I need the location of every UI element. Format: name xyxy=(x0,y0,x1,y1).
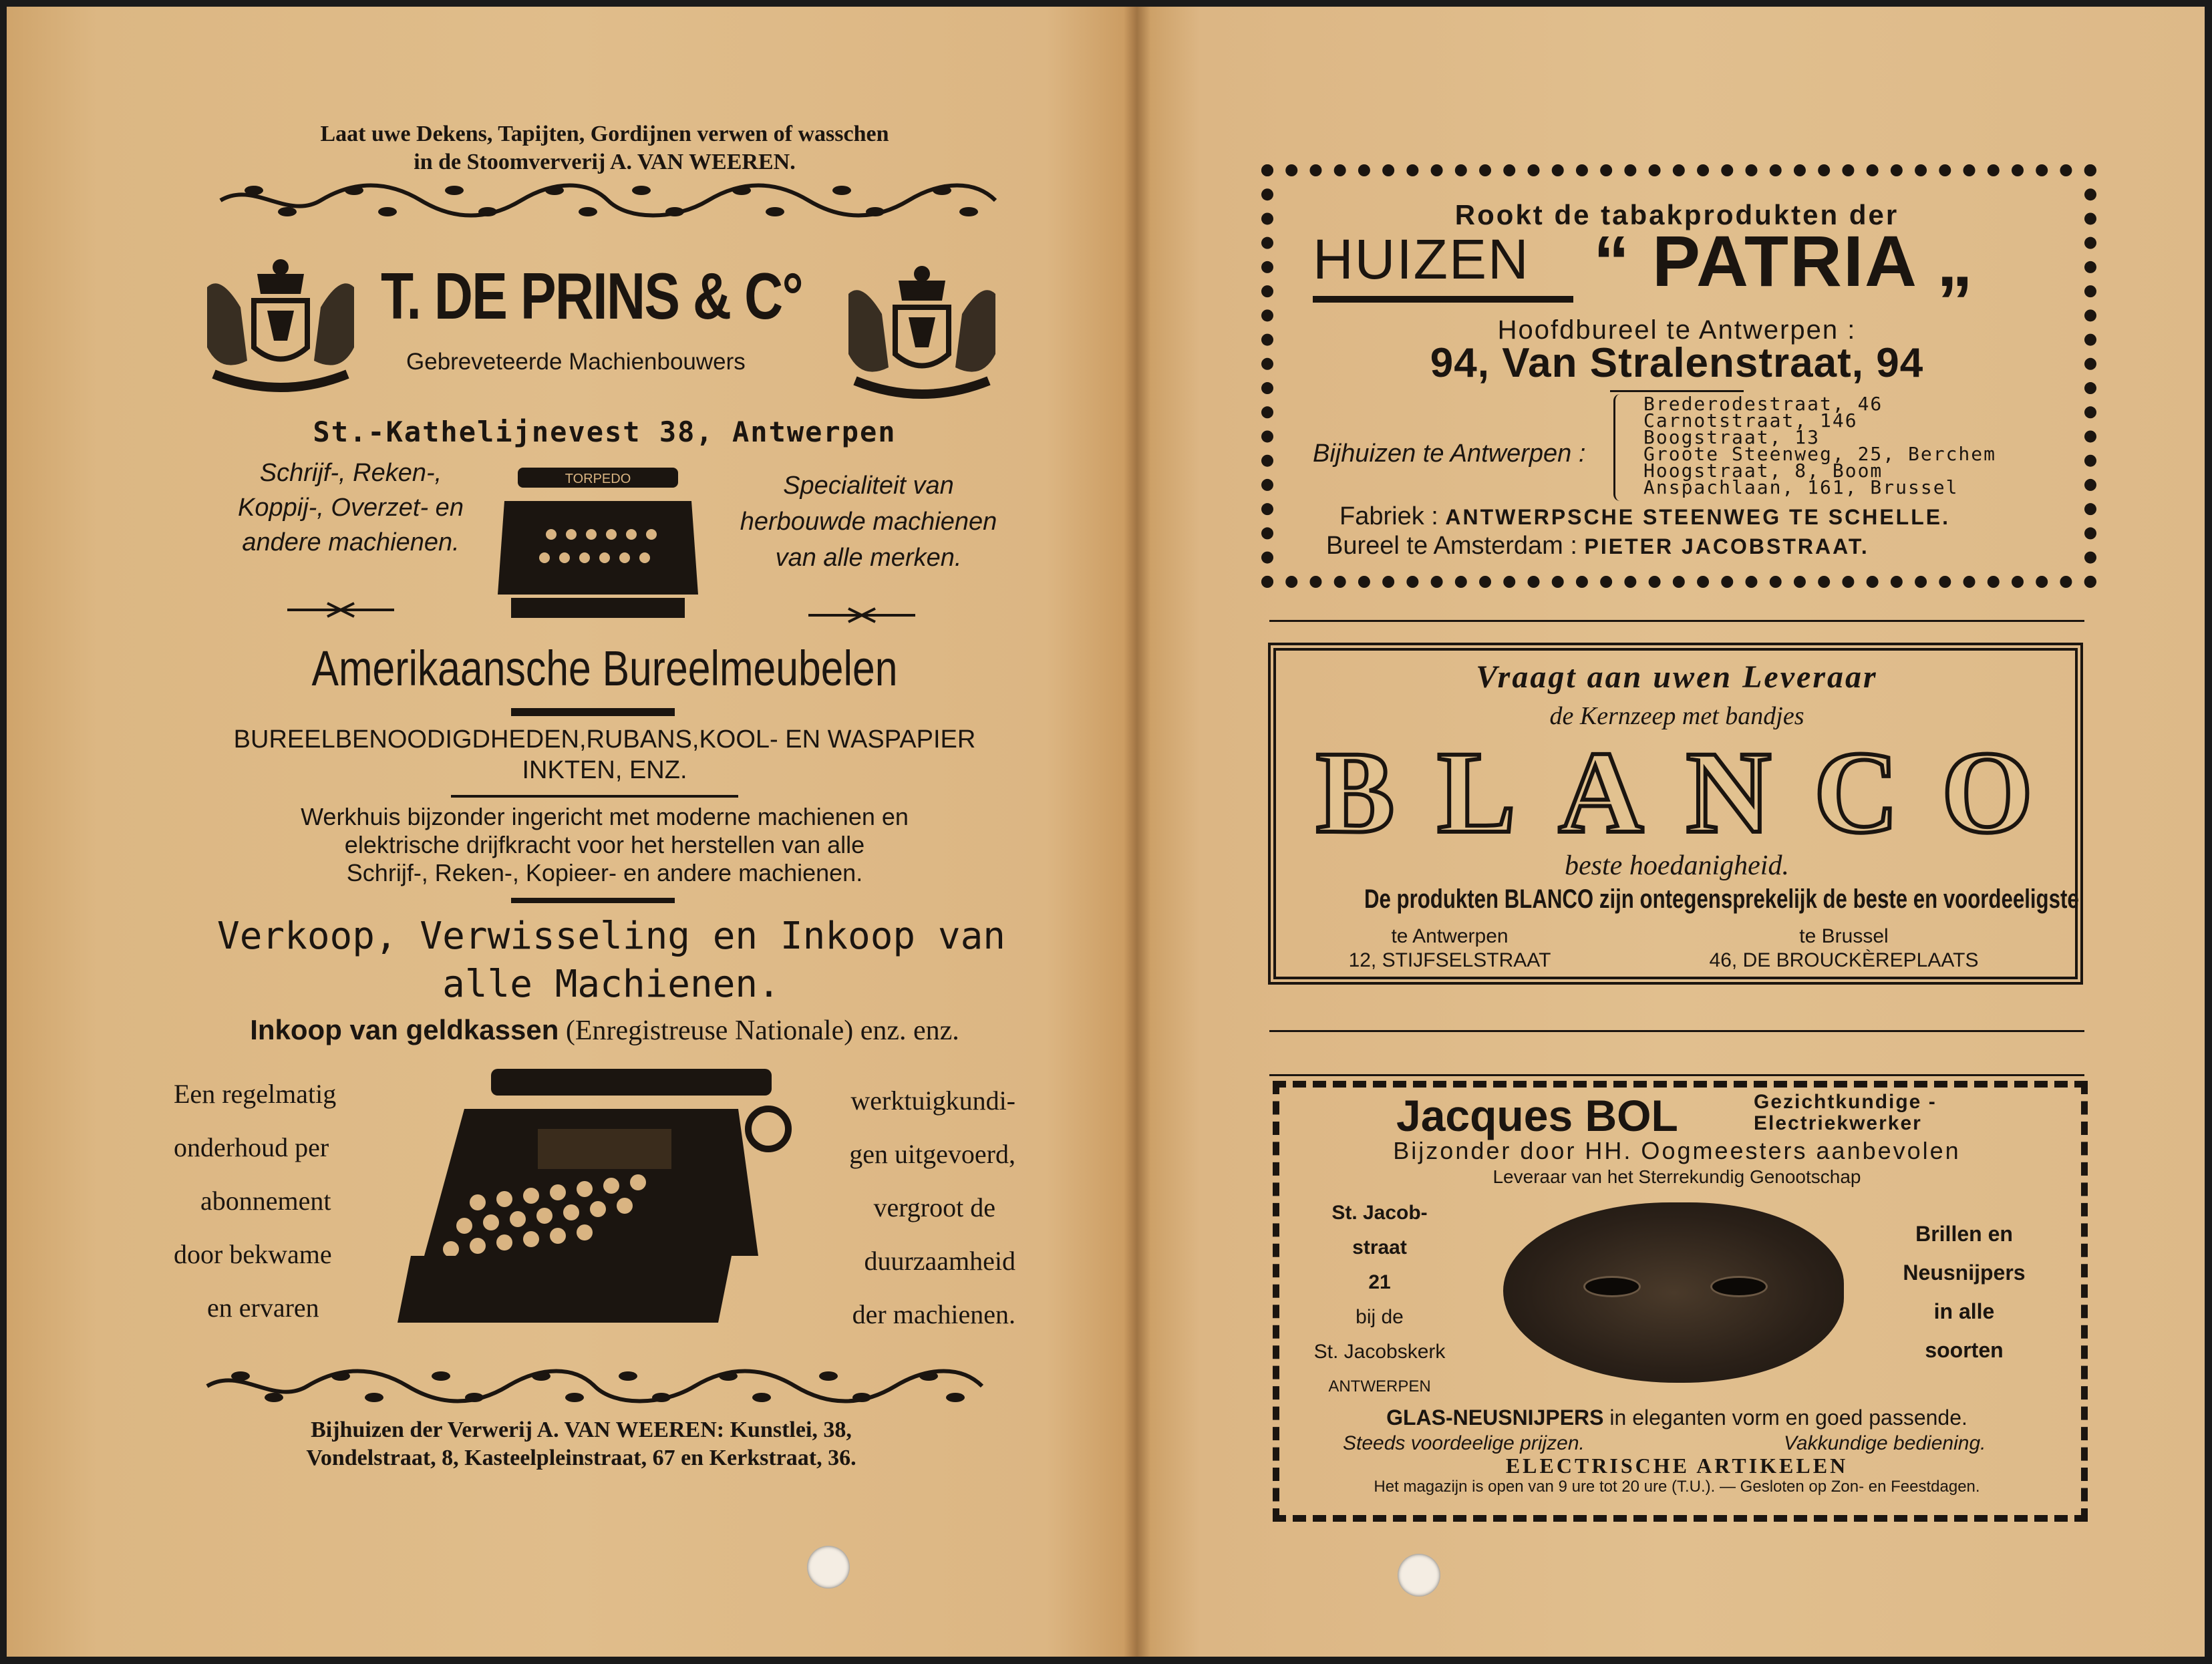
divider-ornament-left xyxy=(287,600,394,620)
patria-line-1: Rookt de tabakprodukten der xyxy=(1454,199,1899,230)
workshop-line: Schrijf-, Reken-, Kopieer- en andere machienen. xyxy=(346,859,863,886)
blanco-brand: BLANCO xyxy=(1316,727,2076,858)
top-vine-ornament xyxy=(214,177,1002,224)
maintenance-line: werktuigkundi- xyxy=(850,1086,1015,1116)
factory-address: ANTWERPSCHE STEENWEG TE SCHELLE. xyxy=(1445,505,1950,529)
bol-title xyxy=(1754,1092,1937,1134)
bol-service: Vakkundige bediening. xyxy=(1784,1432,1986,1454)
bol-hours: Het magazijn is open van 9 ure tot 20 ure (T.U.). — Gesloten op Zon- en Feestdagen. xyxy=(1374,1478,1980,1496)
maintenance-line: gen uitgevoerd, xyxy=(849,1139,1015,1169)
bol-title-line: Electriekwerker xyxy=(1754,1112,1922,1134)
booklet-spread xyxy=(7,7,2205,1657)
maintenance-line: Een regelmatig xyxy=(174,1079,337,1109)
crest-right-icon xyxy=(835,254,1009,407)
branches-line: Vondelstraat, 8, Kasteelpleinstraat, 67 en Kerkstraat, 36. xyxy=(306,1446,856,1470)
sale-line: Verkoop, Verwisseling en Inkoop van xyxy=(216,914,1006,958)
typewriter-brand: TORPEDO xyxy=(565,472,631,486)
bol-pince-nez xyxy=(1276,1405,2078,1430)
branch-address: Anspachlaan, 161, Brussel xyxy=(1643,476,1959,498)
sale-line: alle Machienen. xyxy=(442,963,780,1006)
company-address: St.-Kathelijnevest 38, Antwerpen xyxy=(313,415,897,448)
speciality-text xyxy=(715,468,1022,576)
bol-title-line: Gezichtkundige - xyxy=(1754,1091,1937,1113)
divider-line xyxy=(511,898,675,903)
office-supplies xyxy=(174,724,1036,786)
patria-factory xyxy=(1339,502,1950,531)
typewriter-small-icon xyxy=(491,461,705,628)
blanco-antwerp xyxy=(1333,925,1567,973)
divider-line xyxy=(1610,390,1744,392)
glasses-line: in alle xyxy=(1933,1299,1995,1323)
huizen-underline xyxy=(1313,296,1573,303)
blanco-line-1: Vraagt aan uwen Leveraar xyxy=(1476,659,1878,695)
bol-address-line: St. Jacobskerk xyxy=(1313,1341,1446,1363)
ad-separator xyxy=(1269,1074,2084,1076)
maintenance-line: en ervaren xyxy=(207,1293,319,1323)
antwerp-city: te Antwerpen xyxy=(1391,925,1509,947)
bol-supplier: Leveraar van het Sterrekundig Genootschap xyxy=(1492,1166,1861,1187)
maintenance-left xyxy=(174,1067,387,1335)
punch-hole-left xyxy=(807,1546,850,1589)
bol-address-line: bij de xyxy=(1356,1306,1404,1328)
branches-line: Bijhuizen der Verwerij A. VAN WEEREN: Kunstlei, 38, xyxy=(311,1418,852,1442)
blanco-claim: De produkten BLANCO zijn ontegensprekelijk de beste en voordeeligste xyxy=(1364,884,2079,914)
amsterdam-address: PIETER JACOBSTRAAT. xyxy=(1584,534,1869,558)
branch-address: Hoogstraat, 8, Boom xyxy=(1643,460,1883,482)
patria-hq-label: Hoofdbureel te Antwerpen : xyxy=(1497,315,1857,345)
patria-huizen: HUIZEN xyxy=(1313,228,1530,291)
bol-address-line: straat xyxy=(1352,1236,1407,1259)
supplies-line: BUREELBENOODIGDHEDEN,RUBANS,KOOL- EN WASPAPIER xyxy=(233,725,976,754)
workshop-line: Werkhuis bijzonder ingericht met moderne machienen en xyxy=(301,803,909,830)
bol-name: Jacques BOL xyxy=(1396,1091,1678,1140)
pince-nez-bold: GLAS-NEUSNIJPERS xyxy=(1386,1405,1604,1430)
amsterdam-label: Bureel te Amsterdam : xyxy=(1326,532,1585,560)
bol-address xyxy=(1303,1196,1456,1404)
heading-underline xyxy=(511,708,675,716)
eyes-illustration-icon xyxy=(1503,1202,1844,1383)
maintenance-line: abonnement xyxy=(200,1186,331,1216)
furniture-heading: Amerikaansche Bureelmeubelen xyxy=(311,641,898,696)
machine-types xyxy=(207,456,494,560)
divider-line xyxy=(451,795,738,798)
branches-brace xyxy=(1613,394,1625,501)
bol-address-line: ANTWERPEN xyxy=(1328,1377,1431,1395)
typewriter-large-icon xyxy=(384,1055,798,1336)
patria-branches-label: Bijhuizen te Antwerpen : xyxy=(1313,440,1586,468)
eye-left-icon xyxy=(1583,1276,1641,1297)
patria-hq-address: 94, Van Stralenstraat, 94 xyxy=(1430,340,1924,386)
punch-hole-right xyxy=(1398,1554,1440,1597)
maintenance-line: onderhoud per xyxy=(174,1132,329,1162)
antwerp-address: 12, STIJFSELSTRAAT xyxy=(1348,949,1551,971)
maintenance-line: duurzaamheid xyxy=(864,1246,1015,1276)
bol-prices: Steeds voordeelige prijzen. xyxy=(1343,1432,1585,1454)
dyeworks-line-2: in de Stoomververij A. VAN WEEREN. xyxy=(414,150,796,174)
crest-left-icon xyxy=(194,247,367,401)
supplies-line: INKTEN, ENZ. xyxy=(522,756,687,784)
cash-registers-rest: (Enregistreuse Nationale) enz. enz. xyxy=(559,1015,959,1046)
branch-address: Groote Steenweg, 25, Berchem xyxy=(1643,443,1997,465)
branch-address: Brederodestraat, 46 xyxy=(1643,393,1883,415)
branch-address: Carnotstraat, 146 xyxy=(1643,409,1858,432)
maintenance-line: vergroot de xyxy=(873,1192,995,1222)
bol-glasses xyxy=(1877,1214,2051,1369)
bol-recommend: Bijzonder door HH. Oogmeesters aanbevolen xyxy=(1393,1137,1961,1164)
company-name: T. DE PRINS & C° xyxy=(381,259,803,333)
ad-separator xyxy=(1269,620,2084,622)
bol-address-line: St. Jacob- xyxy=(1331,1202,1428,1224)
glasses-line: Neusnijpers xyxy=(1903,1261,2026,1285)
maintenance-line: door bekwame xyxy=(174,1239,332,1269)
eye-right-icon xyxy=(1710,1276,1768,1297)
workshop-line: elektrische drijfkracht voor het herstellen van alle xyxy=(344,831,865,858)
workshop-text xyxy=(207,803,1002,887)
glasses-line: Brillen en xyxy=(1915,1222,2013,1246)
dyeworks-notice xyxy=(207,120,1002,176)
bol-address-line: 21 xyxy=(1368,1271,1391,1293)
blanco-brussels xyxy=(1704,925,1984,973)
company-subtitle: Gebreveteerde Machienbouwers xyxy=(406,349,746,375)
branch-address: Boogstraat, 13 xyxy=(1643,426,1821,448)
bol-electric: ELECTRISCHE ARTIKELEN xyxy=(1505,1454,1849,1478)
maintenance-right xyxy=(802,1074,1015,1341)
sale-exchange-text xyxy=(180,912,1042,1009)
patria-branches-list xyxy=(1643,395,1996,496)
blanco-line-2: de Kernzeep met bandjes xyxy=(1549,702,1804,730)
pince-nez-rest: in eleganten vorm en goed passende. xyxy=(1603,1405,1967,1430)
machine-types-line: Koppij-, Overzet- en xyxy=(238,494,464,522)
brussels-address: 46, DE BROUCKÈREPLAATS xyxy=(1709,949,1979,971)
divider-ornament-right xyxy=(808,605,915,625)
branches-footer xyxy=(207,1416,955,1472)
patria-amsterdam xyxy=(1326,532,1869,560)
maintenance-line: der machienen. xyxy=(852,1299,1015,1329)
patria-brand-name: “ PATRIA „ xyxy=(1593,220,1974,301)
speciality-line: van alle merken. xyxy=(775,544,962,572)
cash-registers-text xyxy=(200,1014,1009,1047)
book-gutter xyxy=(1124,7,1150,1657)
dyeworks-line-1: Laat uwe Dekens, Tapijten, Gordijnen verwen of wasschen xyxy=(320,122,889,146)
machine-types-line: andere machienen. xyxy=(242,528,460,556)
brussels-city: te Brussel xyxy=(1799,925,1889,947)
cash-registers-bold: Inkoop van geldkassen xyxy=(250,1014,559,1045)
blanco-line-3: beste hoedanigheid. xyxy=(1565,850,1789,881)
speciality-line: Specialiteit van xyxy=(783,472,954,500)
glasses-line: soorten xyxy=(1925,1338,2004,1362)
ad-separator xyxy=(1269,1030,2084,1032)
factory-label: Fabriek : xyxy=(1339,502,1446,530)
machine-types-line: Schrijf-, Reken-, xyxy=(259,459,442,487)
bottom-vine-ornament xyxy=(200,1363,989,1409)
speciality-line: herbouwde machienen xyxy=(740,508,997,536)
